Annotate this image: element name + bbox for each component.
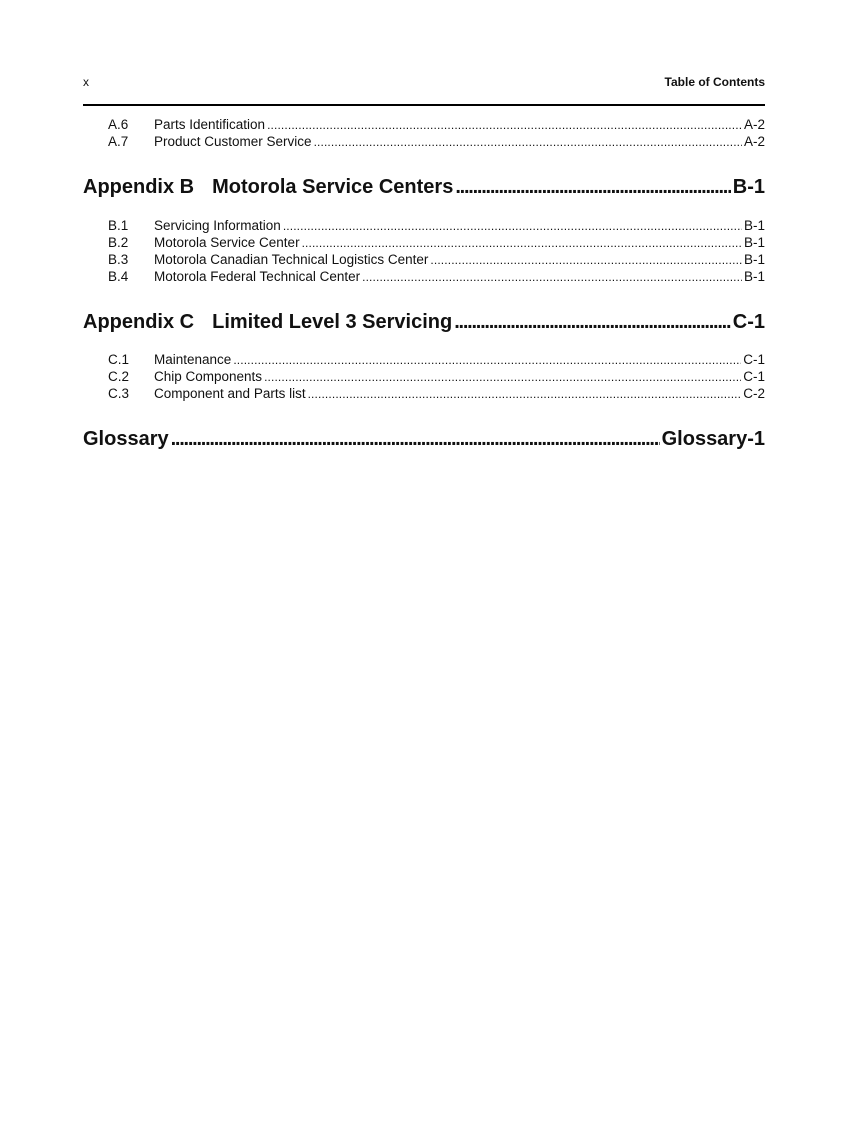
entry-number: A.7 (108, 134, 129, 149)
chapter-label: Appendix B (83, 176, 195, 198)
entry-page: B-1 (743, 252, 765, 267)
toc-entry-a6[interactable] (83, 117, 765, 134)
chapter-title: Limited Level 3 Servicing (212, 311, 453, 333)
dot-leader (362, 269, 742, 284)
entry-number: A.6 (108, 117, 129, 132)
entry-title: Maintenance (154, 352, 232, 367)
appendix-a-entries (83, 117, 765, 151)
entry-title: Motorola Canadian Technical Logistics Center (154, 252, 429, 267)
toc-entry-b3[interactable] (83, 252, 765, 269)
toc-entry-b2[interactable] (83, 235, 765, 252)
entry-page: B-1 (743, 269, 765, 284)
entry-title: Component and Parts list (154, 386, 306, 401)
dot-leader (267, 117, 742, 132)
dot-leader (233, 352, 741, 367)
chapter-page: B-1 (732, 176, 765, 198)
entry-page: B-1 (743, 218, 765, 233)
entry-page: C-1 (743, 352, 765, 367)
toc-chapter-appendix-b[interactable] (83, 176, 765, 202)
toc-entry-c1[interactable] (83, 352, 765, 369)
entry-number: B.2 (108, 235, 129, 250)
header-title: Table of Contents (664, 75, 765, 89)
entry-page: A-2 (743, 134, 765, 149)
dot-leader (454, 311, 731, 334)
chapter-page: C-1 (732, 311, 765, 333)
entry-title: Motorola Federal Technical Center (154, 269, 361, 284)
appendix-b-entries (83, 218, 765, 286)
dot-leader (302, 235, 742, 250)
toc-chapter-glossary[interactable] (83, 428, 765, 454)
dot-leader (314, 134, 742, 149)
entry-number: C.1 (108, 352, 130, 367)
entry-title: Product Customer Service (154, 134, 312, 149)
entry-number: B.3 (108, 252, 129, 267)
appendix-b-heading-block (83, 176, 765, 202)
page-number: x (83, 75, 89, 89)
entry-title: Parts Identification (154, 117, 266, 132)
appendix-c-heading-block (83, 311, 765, 337)
toc-entry-a7[interactable] (83, 134, 765, 151)
page-header (83, 75, 765, 91)
dot-leader (171, 428, 660, 451)
toc-entry-c3[interactable] (83, 386, 765, 403)
entry-title: Chip Components (154, 369, 263, 384)
entry-title: Servicing Information (154, 218, 281, 233)
entry-page: C-2 (743, 386, 765, 401)
chapter-label: Appendix C (83, 311, 195, 333)
chapter-page: Glossary-1 (661, 428, 765, 450)
dot-leader (455, 176, 730, 199)
dot-leader (308, 386, 742, 401)
toc-chapter-appendix-c[interactable] (83, 311, 765, 337)
entry-page: A-2 (743, 117, 765, 132)
entry-number: B.4 (108, 269, 129, 284)
dot-leader (283, 218, 742, 233)
entry-number: C.3 (108, 386, 130, 401)
glossary-block (83, 428, 765, 454)
header-divider (83, 104, 765, 106)
entry-title: Motorola Service Center (154, 235, 300, 250)
dot-leader (430, 252, 742, 267)
entry-page: C-1 (743, 369, 765, 384)
dot-leader (264, 369, 741, 384)
toc-entry-c2[interactable] (83, 369, 765, 386)
entry-number: B.1 (108, 218, 129, 233)
chapter-title: Motorola Service Centers (212, 176, 454, 198)
appendix-c-entries (83, 352, 765, 403)
toc-entry-b1[interactable] (83, 218, 765, 235)
entry-page: B-1 (743, 235, 765, 250)
chapter-title: Glossary (83, 428, 169, 450)
entry-number: C.2 (108, 369, 130, 384)
toc-entry-b4[interactable] (83, 269, 765, 286)
